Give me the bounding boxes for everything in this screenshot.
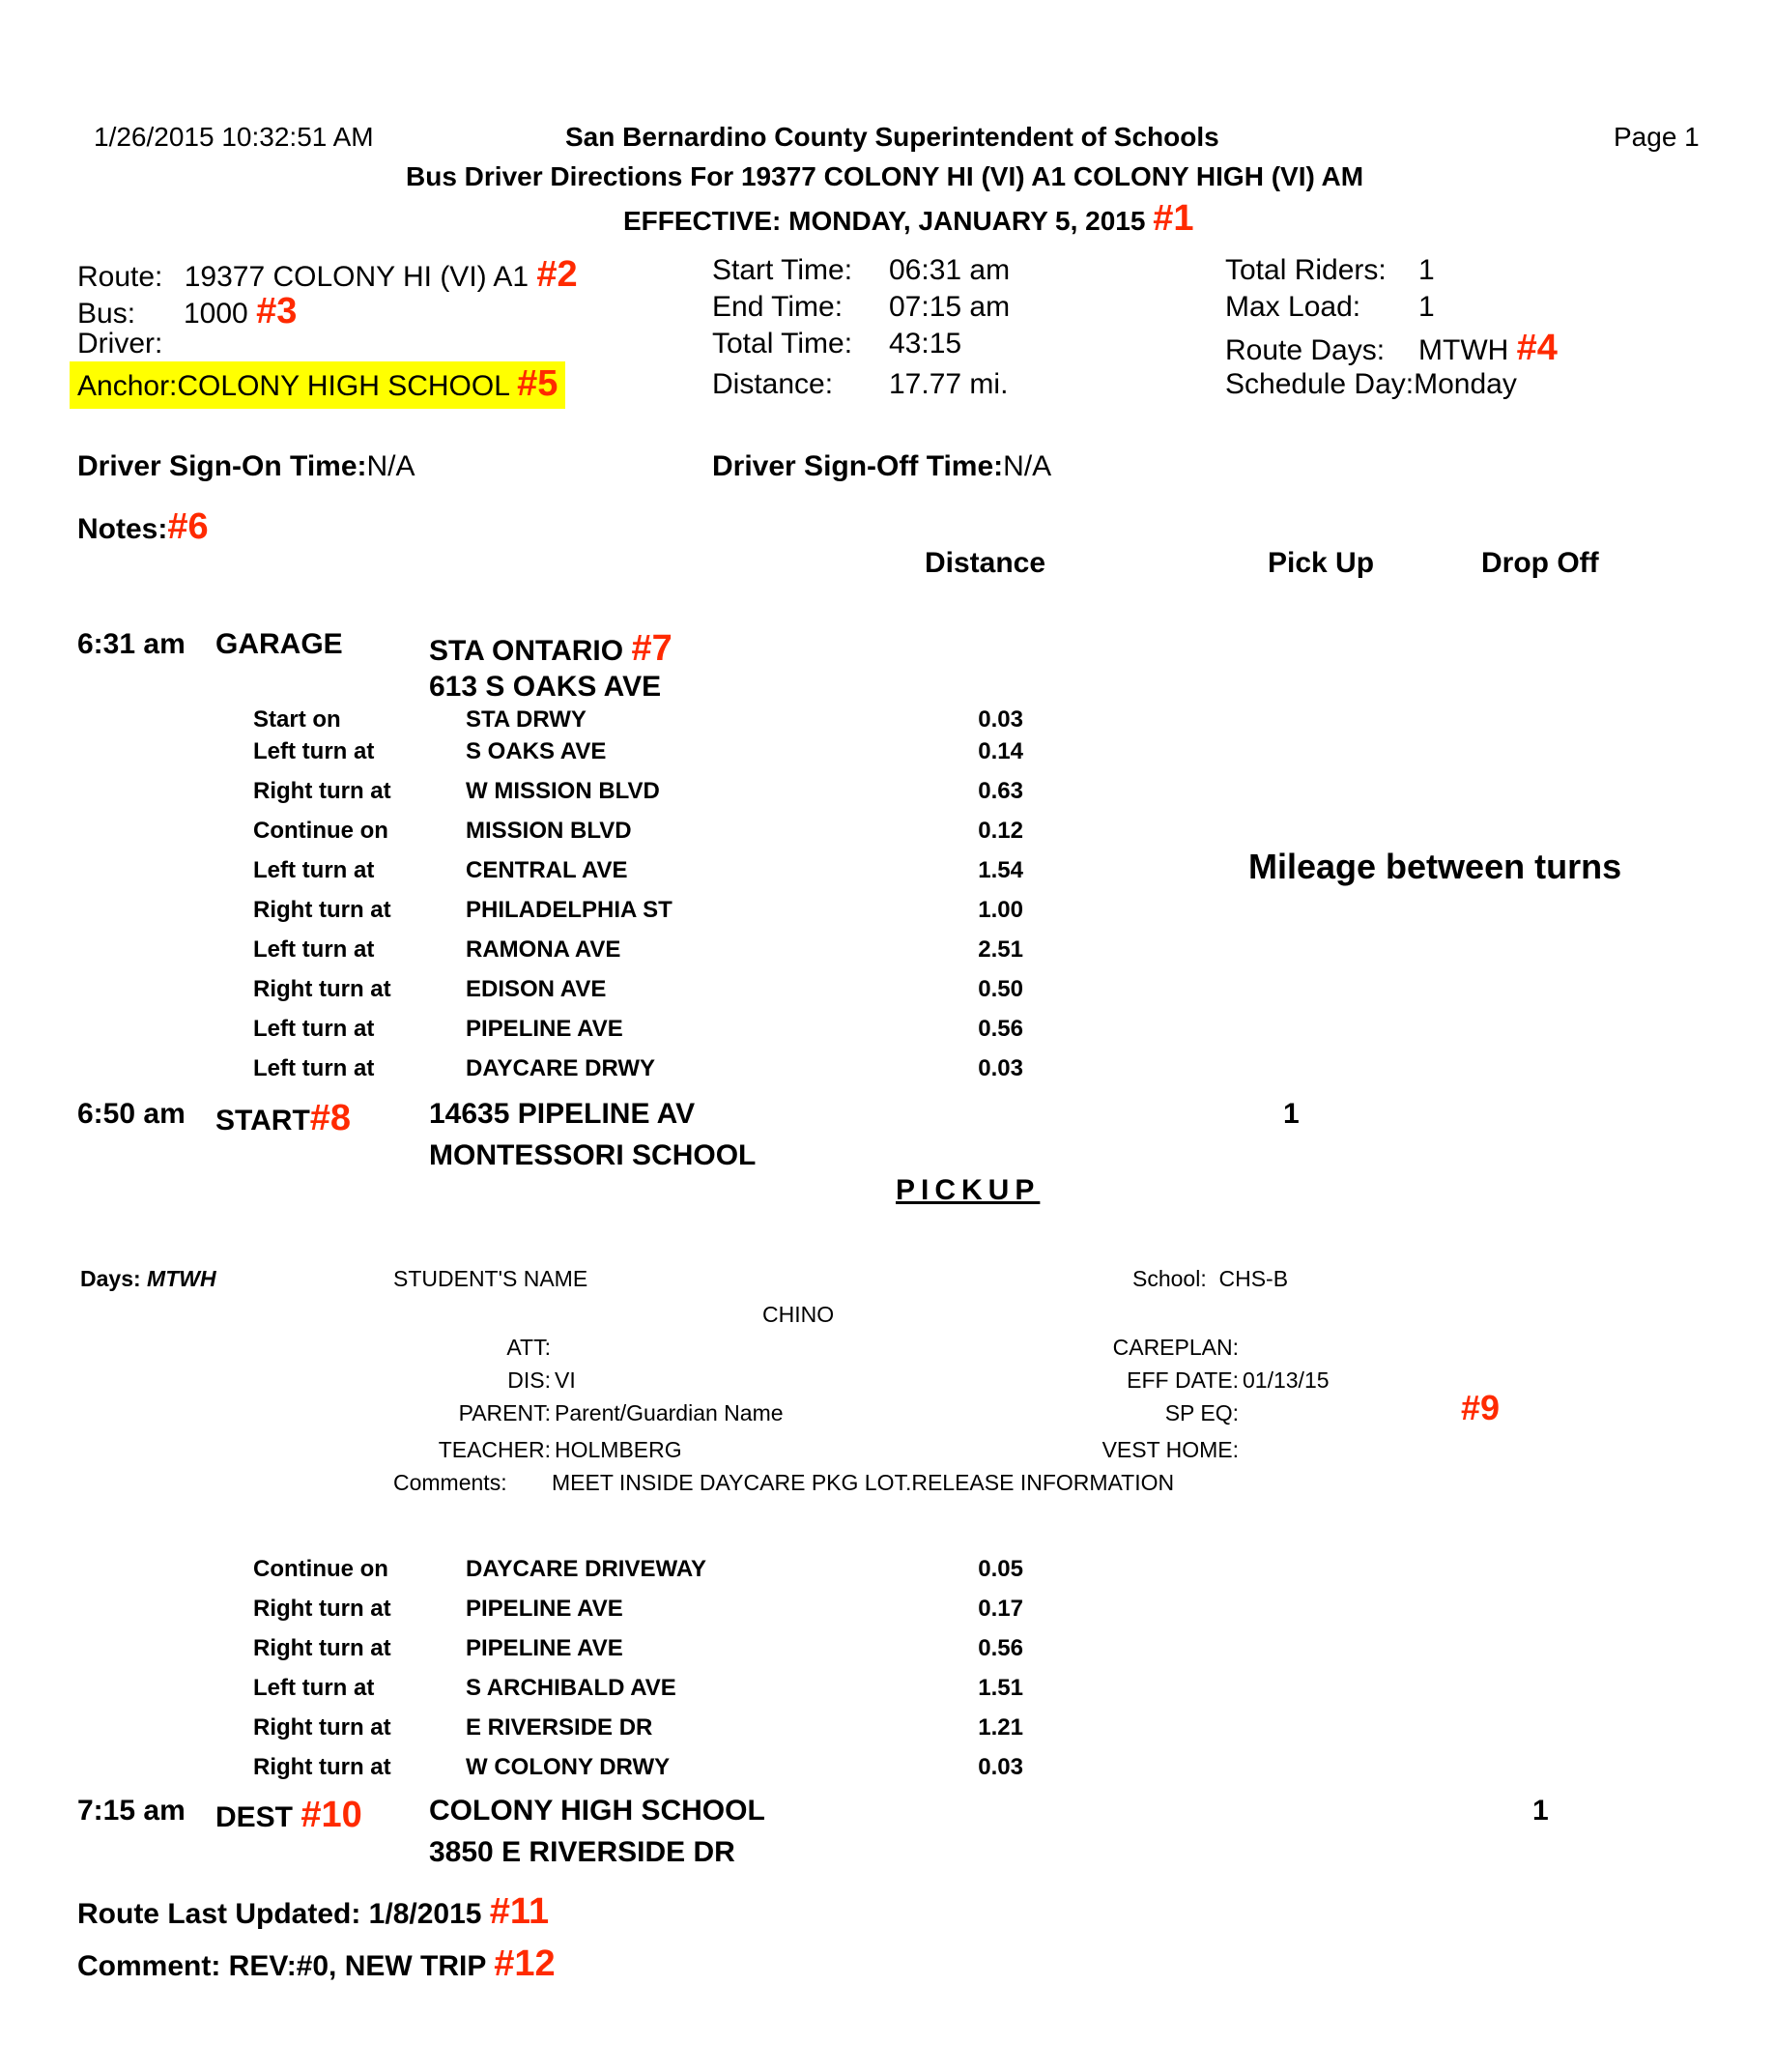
direction-street: PIPELINE AVE (466, 1596, 623, 1622)
total-riders-label: Total Riders: (1225, 254, 1387, 286)
parent-value: Parent/Guardian Name (555, 1400, 784, 1425)
end-time-value: 07:15 am (889, 291, 1011, 323)
direction-street: E RIVERSIDE DR (466, 1714, 653, 1741)
marker-1: #1 (1153, 198, 1194, 239)
pickup-days (80, 1266, 216, 1292)
marker-2: #2 (536, 254, 578, 295)
direction-distance: 1.51 (978, 1675, 1023, 1701)
effective-text: EFFECTIVE: MONDAY, JANUARY 5, 2015 (623, 206, 1146, 236)
anchor-field (70, 361, 565, 409)
att-label: ATT: (506, 1335, 551, 1360)
schedule-day-label: Schedule Day: (1225, 368, 1415, 400)
dest-name: COLONY HIGH SCHOOL (429, 1795, 765, 1827)
start-address: 14635 PIPELINE AV (429, 1098, 696, 1130)
document-title: Bus Driver Directions For 19377 COLONY HI (VI) A1 COLONY HIGH (VI) AM (406, 161, 1364, 191)
comment-text: Comment: REV:#0, NEW TRIP (77, 1950, 486, 1982)
direction-distance: 2.51 (978, 936, 1023, 963)
footer-comment (77, 1943, 556, 1985)
route-days-field (1225, 328, 1558, 369)
driver-field (77, 328, 162, 360)
pickup-heading: PICKUP (896, 1174, 1041, 1206)
print-timestamp: 1/26/2015 10:32:51 AM (94, 122, 374, 152)
school-value: CHS-B (1218, 1266, 1289, 1291)
sign-off-value: N/A (1003, 450, 1052, 482)
sign-on-value: N/A (366, 450, 415, 482)
mileage-annotation: Mileage between turns (1248, 847, 1622, 886)
direction-action: Left turn at (253, 857, 375, 883)
effdate-label: EFF DATE: (1127, 1367, 1239, 1393)
direction-action: Left turn at (253, 936, 375, 963)
garage-type: GARAGE (215, 628, 343, 660)
direction-street: MISSION BLVD (466, 818, 632, 844)
vesthome-label: VEST HOME: (1102, 1437, 1239, 1462)
direction-action: Left turn at (253, 1016, 375, 1042)
direction-street: W MISSION BLVD (466, 778, 660, 804)
total-riders-field (1225, 254, 1435, 287)
garage-address: 613 S OAKS AVE (429, 671, 662, 703)
dest-type (215, 1795, 362, 1836)
column-pick-up: Pick Up (1268, 547, 1375, 579)
marker-10: #10 (300, 1795, 362, 1835)
direction-distance: 0.12 (978, 818, 1023, 844)
comments-label: Comments: (393, 1470, 507, 1495)
effdate-value: 01/13/15 (1243, 1367, 1330, 1393)
garage-name (429, 628, 672, 670)
direction-street: DAYCARE DRIVEWAY (466, 1556, 706, 1582)
marker-4: #4 (1516, 328, 1558, 368)
end-time-label: End Time: (712, 291, 844, 323)
garage-name-text: STA ONTARIO (429, 635, 624, 667)
sign-off-label: Driver Sign-Off Time: (712, 450, 1004, 482)
direction-action: Right turn at (253, 1635, 391, 1661)
marker-12: #12 (494, 1943, 556, 1984)
max-load-field (1225, 291, 1435, 324)
direction-street: PIPELINE AVE (466, 1016, 623, 1042)
direction-action: Right turn at (253, 1714, 391, 1741)
column-drop-off: Drop Off (1481, 547, 1599, 579)
end-time-field (712, 291, 1010, 324)
start-time: 6:50 am (77, 1098, 186, 1130)
teacher-value: HOLMBERG (555, 1437, 682, 1462)
direction-distance: 0.56 (978, 1635, 1023, 1661)
comments-value: MEET INSIDE DAYCARE PKG LOT.RELEASE INFORMATION (552, 1470, 1175, 1495)
direction-action: Right turn at (253, 976, 391, 1002)
direction-distance: 0.56 (978, 1016, 1023, 1042)
marker-7: #7 (631, 628, 672, 669)
start-time-value: 06:31 am (889, 254, 1011, 286)
direction-action: Start on (253, 706, 341, 733)
direction-action: Right turn at (253, 1596, 391, 1622)
distance-value: 17.77 mi. (889, 368, 1009, 400)
direction-distance: 0.50 (978, 976, 1023, 1002)
start-name: MONTESSORI SCHOOL (429, 1139, 757, 1171)
direction-street: PIPELINE AVE (466, 1635, 623, 1661)
total-time-label: Total Time: (712, 328, 853, 360)
route-field (77, 254, 578, 296)
bus-value: 1000 (184, 298, 248, 330)
direction-action: Continue on (253, 818, 388, 844)
garage-time: 6:31 am (77, 628, 186, 660)
direction-distance: 1.54 (978, 857, 1023, 883)
days-label: Days: (80, 1266, 141, 1291)
organization-title: San Bernardino County Superintendent of Schools (565, 122, 1219, 152)
school-field (1132, 1266, 1288, 1292)
direction-street: S ARCHIBALD AVE (466, 1675, 676, 1701)
schedule-day-value: Monday (1414, 368, 1517, 400)
marker-9: #9 (1461, 1388, 1501, 1427)
direction-action: Left turn at (253, 1055, 375, 1081)
start-time-label: Start Time: (712, 254, 853, 286)
careplan-label: CAREPLAN: (1112, 1335, 1239, 1360)
max-load-label: Max Load: (1225, 291, 1361, 323)
marker-5: #5 (517, 363, 558, 404)
total-time-field (712, 328, 961, 360)
route-label: Route: (77, 261, 163, 293)
driver-label: Driver: (77, 328, 163, 360)
student-city: CHINO (762, 1302, 835, 1327)
sign-on-label: Driver Sign-On Time: (77, 450, 367, 482)
dest-address: 3850 E RIVERSIDE DR (429, 1836, 735, 1868)
dest-time: 7:15 am (77, 1795, 186, 1827)
total-time-value: 43:15 (889, 328, 962, 360)
anchor-value: COLONY HIGH SCHOOL (177, 370, 509, 402)
bus-field (77, 291, 297, 332)
direction-street: RAMONA AVE (466, 936, 621, 963)
direction-distance: 1.00 (978, 897, 1023, 923)
total-riders-value: 1 (1418, 254, 1435, 286)
max-load-value: 1 (1418, 291, 1435, 323)
direction-street: STA DRWY (466, 706, 587, 733)
bus-label: Bus: (77, 298, 136, 330)
notes-field (77, 506, 209, 548)
dis-label: DIS: (507, 1367, 551, 1393)
last-updated-text: Route Last Updated: 1/8/2015 (77, 1898, 482, 1930)
route-days-label: Route Days: (1225, 334, 1386, 366)
direction-distance: 0.05 (978, 1556, 1023, 1582)
direction-street: S OAKS AVE (466, 738, 607, 764)
sign-on-field (77, 450, 415, 483)
start-type-text: START (215, 1105, 310, 1137)
direction-action: Continue on (253, 1556, 388, 1582)
direction-distance: 0.17 (978, 1596, 1023, 1622)
schedule-day-field (1225, 368, 1517, 401)
direction-action: Left turn at (253, 1675, 375, 1701)
speq-label: SP EQ: (1164, 1400, 1239, 1425)
route-days-value: MTWH (1418, 334, 1509, 366)
direction-action: Right turn at (253, 1754, 391, 1780)
distance-label: Distance: (712, 368, 834, 400)
dis-value: VI (555, 1367, 576, 1393)
notes-label: Notes: (77, 513, 168, 545)
direction-distance: 0.14 (978, 738, 1023, 764)
marker-11: #11 (489, 1891, 550, 1932)
student-name: STUDENT'S NAME (393, 1266, 588, 1291)
school-label: School: (1132, 1266, 1207, 1291)
direction-street: PHILADELPHIA ST (466, 897, 672, 923)
direction-street: CENTRAL AVE (466, 857, 628, 883)
direction-distance: 0.63 (978, 778, 1023, 804)
direction-distance: 1.21 (978, 1714, 1023, 1741)
start-time-field (712, 254, 1010, 287)
page-number: Page 1 (1614, 122, 1700, 152)
direction-action: Right turn at (253, 897, 391, 923)
direction-distance: 0.03 (978, 706, 1023, 733)
marker-3: #3 (256, 291, 298, 331)
distance-field (712, 368, 1008, 401)
dest-type-text: DEST (215, 1801, 294, 1833)
marker-6: #6 (167, 506, 209, 547)
sign-off-field (712, 450, 1051, 483)
anchor-label: Anchor: (77, 370, 178, 402)
direction-action: Left turn at (253, 738, 375, 764)
route-value: 19377 COLONY HI (VI) A1 (184, 261, 529, 293)
marker-8: #8 (309, 1098, 352, 1138)
start-type (215, 1098, 351, 1139)
direction-street: EDISON AVE (466, 976, 607, 1002)
direction-distance: 0.03 (978, 1055, 1023, 1081)
start-pick-up-count: 1 (1283, 1098, 1300, 1130)
direction-distance: 0.03 (978, 1754, 1023, 1780)
parent-label: PARENT: (458, 1400, 551, 1425)
dest-drop-off-count: 1 (1532, 1795, 1549, 1827)
direction-action: Right turn at (253, 778, 391, 804)
days-value: MTWH (147, 1266, 216, 1291)
effective-date (623, 198, 1194, 240)
direction-street: DAYCARE DRWY (466, 1055, 656, 1081)
route-last-updated (77, 1891, 549, 1933)
teacher-label: TEACHER: (438, 1437, 551, 1462)
column-distance: Distance (925, 547, 1046, 579)
direction-street: W COLONY DRWY (466, 1754, 671, 1780)
